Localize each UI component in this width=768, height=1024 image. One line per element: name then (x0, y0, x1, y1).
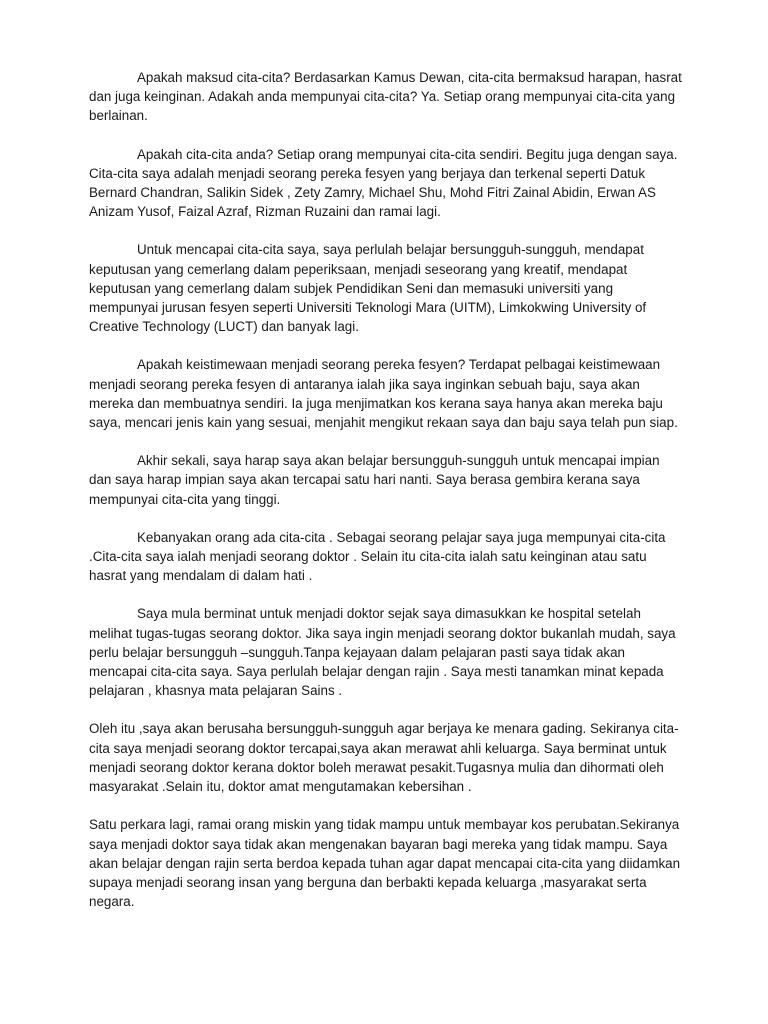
paragraph-6: Kebanyakan orang ada cita-cita . Sebagai seorang pelajar saya juga mempunyai cita-cita .Cita-cita saya ialah menjadi seorang doktor . Selain itu cita-cita ialah satu keinginan atau satu hasrat yang mendalam di dalam hati . (89, 529, 666, 584)
paragraph-7: Saya mula berminat untuk menjadi doktor sejak saya dimasukkan ke hospital setelah melihat tugas-tugas seorang doktor. Jika saya ingin menjadi seorang doktor bukanlah mudah, saya perlu belajar bersungguh –sungguh.Tanpa kejayaan dalam pelajaran pasti saya tidak akan mencapai cita-cita saya. Saya perlulah belajar dengan rajin . Saya mesti tanamkan minat kepada pelajaran , khasnya mata pelajaran Sains . (89, 606, 676, 699)
paragraph-3: Untuk mencapai cita-cita saya, saya perlulah belajar bersungguh-sungguh, mendapat keputusan yang cemerlang dalam peperiksaan, menjadi seseorang yang kreatif, mendapat keputusan yang cemerlang dalam subjek Pendidikan Seni dan memasuki universiti yang mempunyai jurusan fesyen seperti Universiti Teknologi Mara (UITM), Limkokwing University of Creative Technology (LUCT) dan banyak lagi. (89, 242, 647, 335)
paragraph-9: Satu perkara lagi, ramai orang miskin yang tidak mampu untuk membayar kos perubatan.Sekiranya saya menjadi doktor saya tidak akan mengenakan bayaran bagi mereka yang tidak mampu. Saya akan belajar dengan rajin serta berdoa kepada tuhan agar dapat mencapai cita-cita yang diidamkan supaya menjadi seorang insan yang berguna dan berbakti kepada keluarga ,masyarakat serta negara. (89, 817, 681, 910)
paragraph-5: Akhir sekali, saya harap saya akan belajar bersungguh-sungguh untuk mencapai impian dan saya harap impian saya akan tercapai satu hari nanti. Saya berasa gembira kerana saya mempunyai cita-cita yang tinggi. (89, 453, 660, 507)
paragraph-1: Apakah maksud cita-cita? Berdasarkan Kamus Dewan, cita-cita bermaksud harapan, hasrat dan juga keinginan. Adakah anda mempunyai cita-cita? Ya. Setiap orang mempunyai cita-cita yang berlainan. (89, 70, 682, 124)
paragraph-2: Apakah cita-cita anda? Setiap orang mempunyai cita-cita sendiri. Begitu juga dengan saya. Cita-cita saya adalah menjadi seorang pereka fesyen yang berjaya dan terkenal seperti Datuk Bernard Chandran, Salikin Sidek , Zety Zamry, Michael Shu, Mohd Fitri Zainal Abidin, Erwan AS Anizam Yusof, Faizal Azraf, Rizman Ruzaini dan ramai lagi. (89, 146, 678, 220)
paragraph-4: Apakah keistimewaan menjadi seorang pereka fesyen? Terdapat pelbagai keistimewaan menjadi seorang pereka fesyen di antaranya ialah jika saya inginkan sebuah baju, saya akan mereka dan membuatnya sendiri. Ia juga menjimatkan kos kerana saya hanya akan mereka baju saya, mencari jenis kain yang sesuai, menjahit mengikut rekaan saya dan baju saya telah pun siap. (89, 357, 678, 431)
paragraph-8: Oleh itu ,saya akan berusaha bersungguh-sungguh agar berjaya ke menara gading. Sekiranya cita-cita saya menjadi seorang doktor tercapai,saya akan merawat ahli keluarga. Saya berminat untuk menjadi seorang doktor kerana doktor boleh merawat pesakit.Tugasnya mulia dan dihormati oleh masyarakat .Selain itu, doktor amat mengutamakan kebersihan . (89, 721, 679, 795)
document-page (89, 68, 685, 930)
